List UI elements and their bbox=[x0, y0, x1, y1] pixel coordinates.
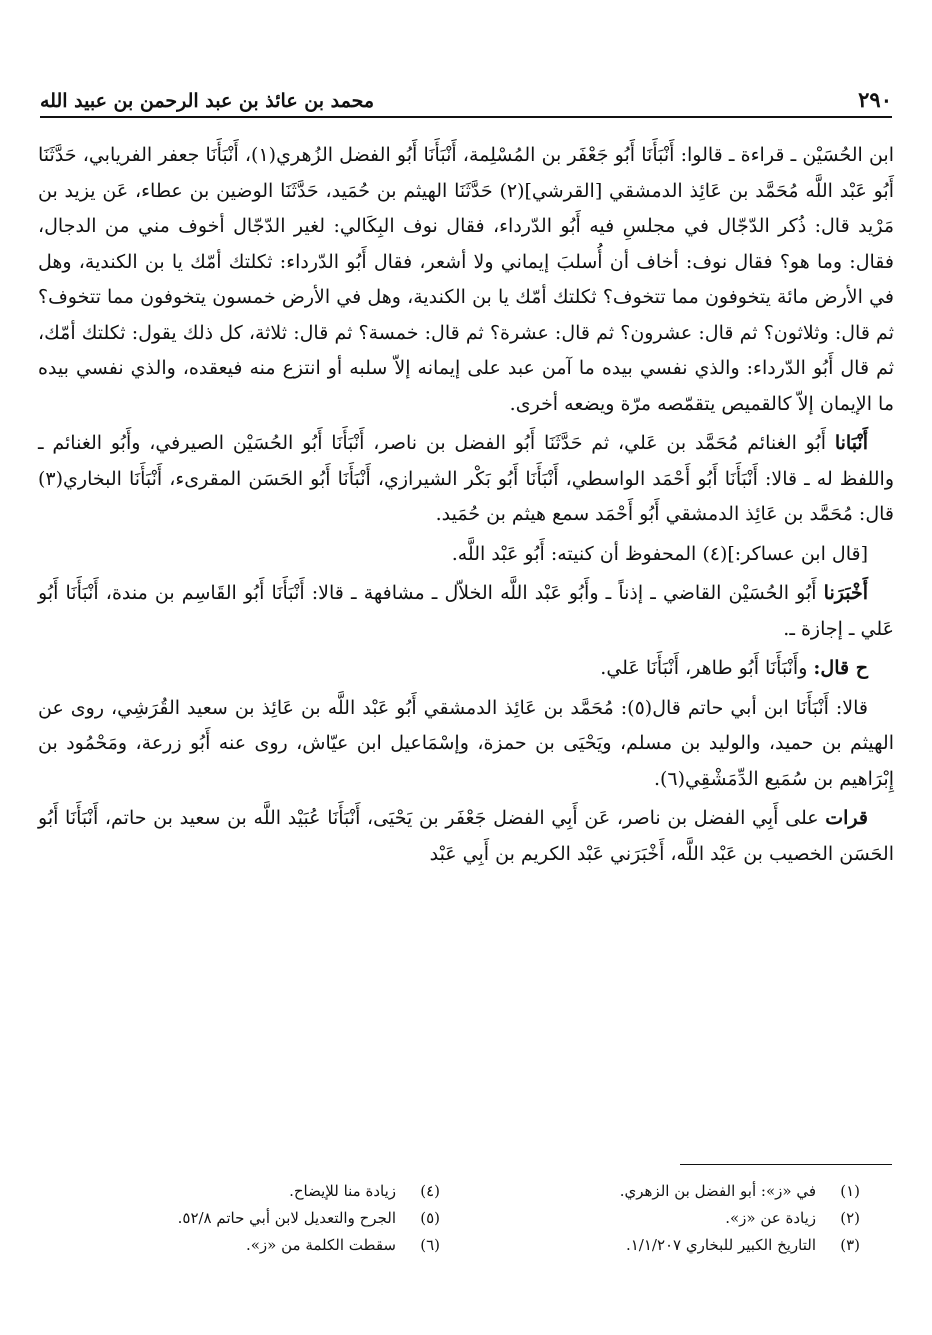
paragraph bbox=[38, 537, 894, 573]
paragraph bbox=[38, 138, 894, 422]
footnote-text: زيادة عن «ز». bbox=[725, 1209, 816, 1227]
paragraph-lead: قرات bbox=[825, 807, 868, 829]
paragraph bbox=[38, 801, 894, 872]
paragraph-lead: أَنْبَانا bbox=[834, 432, 868, 454]
footnote-item bbox=[40, 1178, 440, 1205]
footnote-number: (٢) bbox=[840, 1209, 860, 1227]
paragraph-text: على أَبِي الفضل بن ناصر، عَن أَبِي الفضل جَعْفَر بن يَحْيَى، أَنْبَأَنَا عُبَيْد اللَّه بن سعيد بن حاتم، أَنْبَأَنَا أَبُو الحَسَن الخصيب بن عَبْد اللَّه، أَخْبَرَني عَبْد الكريم بن أَبِي عَبْد bbox=[38, 807, 894, 865]
main-text bbox=[38, 138, 894, 876]
paragraph-lead: ح قال: bbox=[813, 657, 868, 679]
footnote-item bbox=[460, 1205, 860, 1232]
paragraph bbox=[38, 426, 894, 533]
footnote-divider bbox=[680, 1164, 892, 1165]
paragraph-text: قالا: أَنْبَأَنَا ابن أبي حاتم قال(٥): مُحَمَّد بن عَائِذ الدمشقي أَبُو عَبْد اللَّه بن عَائِذ بن سعيد القُرَشِي، روى عن الهيثم بن حميد، والوليد بن مسلم، ويَحْيَى بن حمزة، وإسْمَاعيل ابن عيّاش، روى عنه أَبُو زرعة، ومَحْمُود بن إِبْرَاهيم بن سُمَيع الدِّمَشْقِي(٦). bbox=[38, 696, 894, 790]
footnote-number: (٥) bbox=[420, 1209, 440, 1227]
footnote-item bbox=[460, 1232, 860, 1259]
footnote-number: (٦) bbox=[420, 1236, 440, 1254]
footnote-item bbox=[40, 1205, 440, 1232]
paragraph-text: ابن الحُسَيْن ـ قراءة ـ قالوا: أَنْبَأَنَا أَبُو جَعْفَر بن المُسْلِمة، أَنْبَأَنَا أَبُو الفضل الزُهري(١)، أَنْبَأَنَا جعفر الفريابي، حَدَّثَنَا أَبُو عَبْد اللَّه مُحَمَّد بن عَائِذ الدمشقي [القرشي](٢) حَدَّثَنَا الهيثم بن حُمَيد، حَدَّثَنَا الوضين بن عطاء، عَن يزيد بن مَرْيد قال: ذُكر الدّجّال في مجلسِ فيه أَبُو الدّرداء، فقال نوف البِكَالي: لغير الدّجّال أخوف مني من الدجال، فقال: وما هو؟ فقال نوف: أخاف أن أُسلبَ إيماني ولا أشعر، فقال أَبُو الدّرداء: ثكلتك أمّك يا بن الكندية، وهل في الأرض مائة يتخوفون مما تتخوف؟ ثكلتك أمّك يا بن الكندية، وهل في الأرض خمسون يتخوفون مما تتخوف؟ ثم قال: وثلاثون؟ ثم قال: عشرون؟ ثم قال: عشرة؟ ثم قال: خمسة؟ ثم قال: ثلاثة، كل ذلك يقول: ثكلتك أمّك، ثم قال أَبُو الدّرداء: والذي نفسي بيده ما آمن عبد على إيمانه إلاّ سلبه أو انتزع منه فيعقده، والذي نفسي بيده ما الإيمان إلاّ كالقميص يتقمّصه مرّة ويضعه أخرى. bbox=[38, 144, 895, 415]
paragraph-lead: أَخْبَرَنا bbox=[823, 582, 868, 604]
paragraph bbox=[38, 691, 894, 798]
footnote-text: التاريخ الكبير للبخاري ١/١/٢٠٧. bbox=[625, 1236, 816, 1254]
running-title: محمد بن عائذ بن عبد الرحمن بن عبيد الله bbox=[40, 90, 375, 112]
footnote-text: زيادة منا للإيضاح. bbox=[289, 1182, 396, 1200]
header-divider bbox=[40, 116, 892, 118]
footnote-number: (١) bbox=[840, 1182, 860, 1200]
paragraph-text: أَبُو الغنائم مُحَمَّد بن عَلي، ثم حَدَّثَنَا أَبُو الفضل بن ناصر، أَنْبَأَنَا أَبُو الحُسَيْن الصيرفي، وأَبُو الغنائم ـ واللفظ له ـ قالا: أَنْبَأَنَا أَبُو أَحْمَد الواسطي، أَنْبَأَنَا أَبُو بَكْر الشيرازي، أَنْبَأَنَا أَبُو الحَسَن المقرىء، أَنْبَأَنَا البخاري(٣) قال: مُحَمَّد بن عَائِذ الدمشقي أَبُو أَحْمَد سمع هيثم بن حُمَيد. bbox=[38, 432, 894, 525]
footnote-text: في «ز»: أبو الفضل بن الزهري. bbox=[619, 1182, 816, 1200]
paragraph bbox=[38, 576, 894, 647]
footnote-column-left bbox=[40, 1178, 440, 1259]
footnote-text: الجرح والتعديل لابن أبي حاتم ٥٢/٨. bbox=[177, 1209, 396, 1227]
footnote-column-right bbox=[460, 1178, 860, 1259]
paragraph-text: أَبُو الحُسَيْن القاضي ـ إذناً ـ وأَبُو عَبْد اللَّه الخلاّل ـ مشافهة ـ قالا: أَنْبَأَنَا أَبُو القَاسِم بن مندة، أَنْبَأَنَا أَبُو عَلي ـ إجازة ـ. bbox=[38, 582, 894, 640]
footnote-text: سقطت الكلمة من «ز». bbox=[245, 1236, 396, 1254]
paragraph-text: [قال ابن عساكر:](٤) المحفوظ أن كنيته: أَبُو عَبْد اللَّه. bbox=[451, 542, 868, 565]
page-number: ٢٩٠ bbox=[858, 87, 892, 112]
paragraph bbox=[38, 651, 894, 687]
footnote-item bbox=[460, 1178, 860, 1205]
footnote-number: (٤) bbox=[420, 1182, 440, 1200]
footnote-item bbox=[40, 1232, 440, 1259]
footnote-number: (٣) bbox=[840, 1236, 860, 1254]
paragraph-text: وأَنْبَأَنَا أَبُو طاهر، أَنْبَأَنَا عَلي. bbox=[600, 657, 814, 679]
page-header bbox=[40, 78, 892, 112]
